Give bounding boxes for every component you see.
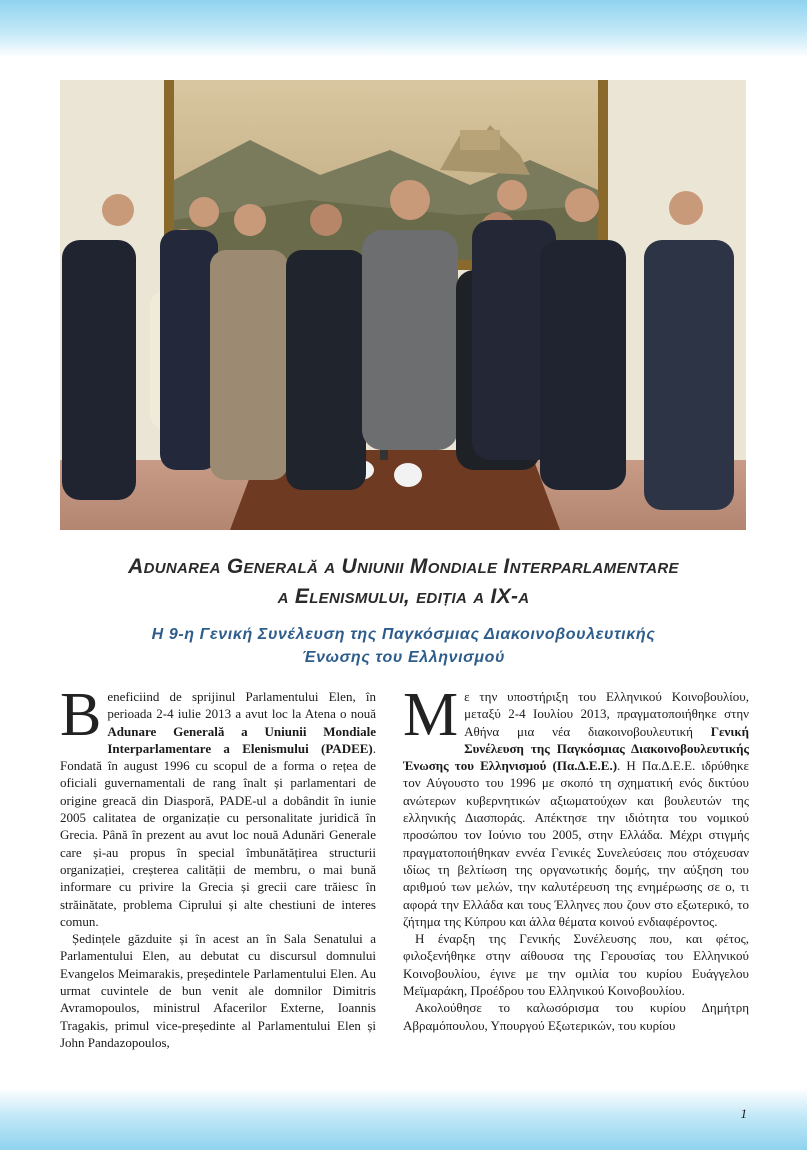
right-paragraph-3: Ακολούθησε το καλωσόρισμα του κυρίου Δημήτρη Αβραμόπουλου, Υπουργού Εξωτερικών, του κυρίου <box>403 1000 749 1033</box>
right-p1-bold: Γενική Συνέλευση της Παγκόσμιας Διακοινοβουλευτικής Ένωσης του Ελληνισμού (Πα.Δ.Ε.Ε.) <box>403 723 749 774</box>
page-number: 1 <box>740 1106 747 1121</box>
title-gr-line1: Η 9-η Γενική Συνέλευση της Παγκόσμιας Διακοινοβουλευτικής <box>151 626 656 643</box>
left-p1-text-a: eneficiind de sprijinul Parlamentului Elen, în perioada 2-4 iulie 2013 a avut loc la Atena o nouă <box>107 689 376 722</box>
left-column-romanian <box>60 688 376 1088</box>
left-paragraph-1 <box>60 688 376 930</box>
left-p1-text-b: . Fondată în august 1996 cu scopul de a forma o rețea de oficiali guvernamentali de rang înalt și parlamentari de origine greacă din Diasporă, PADE-ul a dobândit în iunie 2005 calitatea de organizație cu personalitate juridică în Grecia. Până în prezent au avut loc nouă Adunări Generale care și-au propus în special îmbunătățirea structurii organizației, creșterea calității de membru, o mai bună informare cu privire la Grecia și grecii care trăiesc în străinătate, problema Ciprului și alte chestiuni de interes comun. <box>60 740 376 929</box>
left-paragraph-2: Ședințele găzduite și în acest an în Sala Senatului a Parlamentului Elen, au debutat cu discursul domnului Evangelos Meimarakis, președintele Parlamentului Elen. Au urmat cuvintele de bun venit ale domnilor Dimitris Avramopoulos, ministrul Afacerilor Externe, Ioannis Tragakis, primul vice-președinte al Parlamentului Elen și John Pandazopoulos, <box>60 931 376 1050</box>
right-p1-text-b: . Η Πα.Δ.Ε.Ε. ιδρύθηκε τον Αύγουστο του 1996 με σκοπό τη σχηματική ενός δικτύου ανώτερων κυβερνητικών αξιωματούχων και βουλευτών της ελληνικής Διασποράς. Απέκτησε την ιδιότητα του νομικού προσώπου τον Ιούνιο του 2005, στην Ελλάδα. Μέχρι στιγμής πραγματοποιήθηκαν εννέα Γενικές Συνελεύσεις που στόχευσαν ιδίως τη βελτίωση της οργανωτικής δομής, την αύξηση του αριθμού των μελών, την καλυτέρευση της ενημέρωσης σε ο, τι αφορά την Ελλάδα και τους Έλληνες που ζουν στο εξωτερικό, το ζήτημα της Κύπρου και άλλα θέματα κοινού ενδιαφέροντος. <box>403 758 749 929</box>
top-decorative-band <box>0 0 807 58</box>
bottom-decorative-band <box>0 1088 807 1150</box>
right-paragraph-2: Η έναρξη της Γενικής Συνέλευσης που, και φέτος, φιλοξενήθηκε στην αίθουσα της Γερουσίας του Ελληνικού Κοινοβουλίου, έγινε με την ομιλία του κυρίου Ευάγγελου Μεϊμαράκη, Προέδρου του Ελληνικού Κοινοβουλίου. <box>403 931 749 999</box>
group-photo <box>60 80 746 530</box>
title-ro-line1: Adunarea Generală a Uniunii Mondiale Interparlamentare <box>128 555 679 578</box>
right-p1-text-a: ε την υποστήριξη του Ελληνικού Κοινοβουλίου, μεταξύ 2-4 Ιουλίου 2013, πραγματοποιήθηκε στην Αθήνα μια νέα διακοινοβουλευτική <box>464 689 749 739</box>
dropcap-b: B <box>60 688 102 749</box>
group-photo-image <box>60 80 746 530</box>
right-column-greek <box>403 688 749 1088</box>
left-p1-bold: Adunare Generală a Uniunii Mondiale Interparlamentare a Elenismului (PADEE) <box>107 723 376 756</box>
article-title-greek <box>40 623 767 669</box>
article-title-romanian <box>40 552 767 612</box>
title-gr-line2: Ένωσης του Ελληνισμού <box>301 649 506 666</box>
right-paragraph-1 <box>403 688 749 930</box>
title-ro-line2: a Elenismului, ediția a IX-a <box>277 585 530 608</box>
dropcap-m: M <box>403 688 459 749</box>
